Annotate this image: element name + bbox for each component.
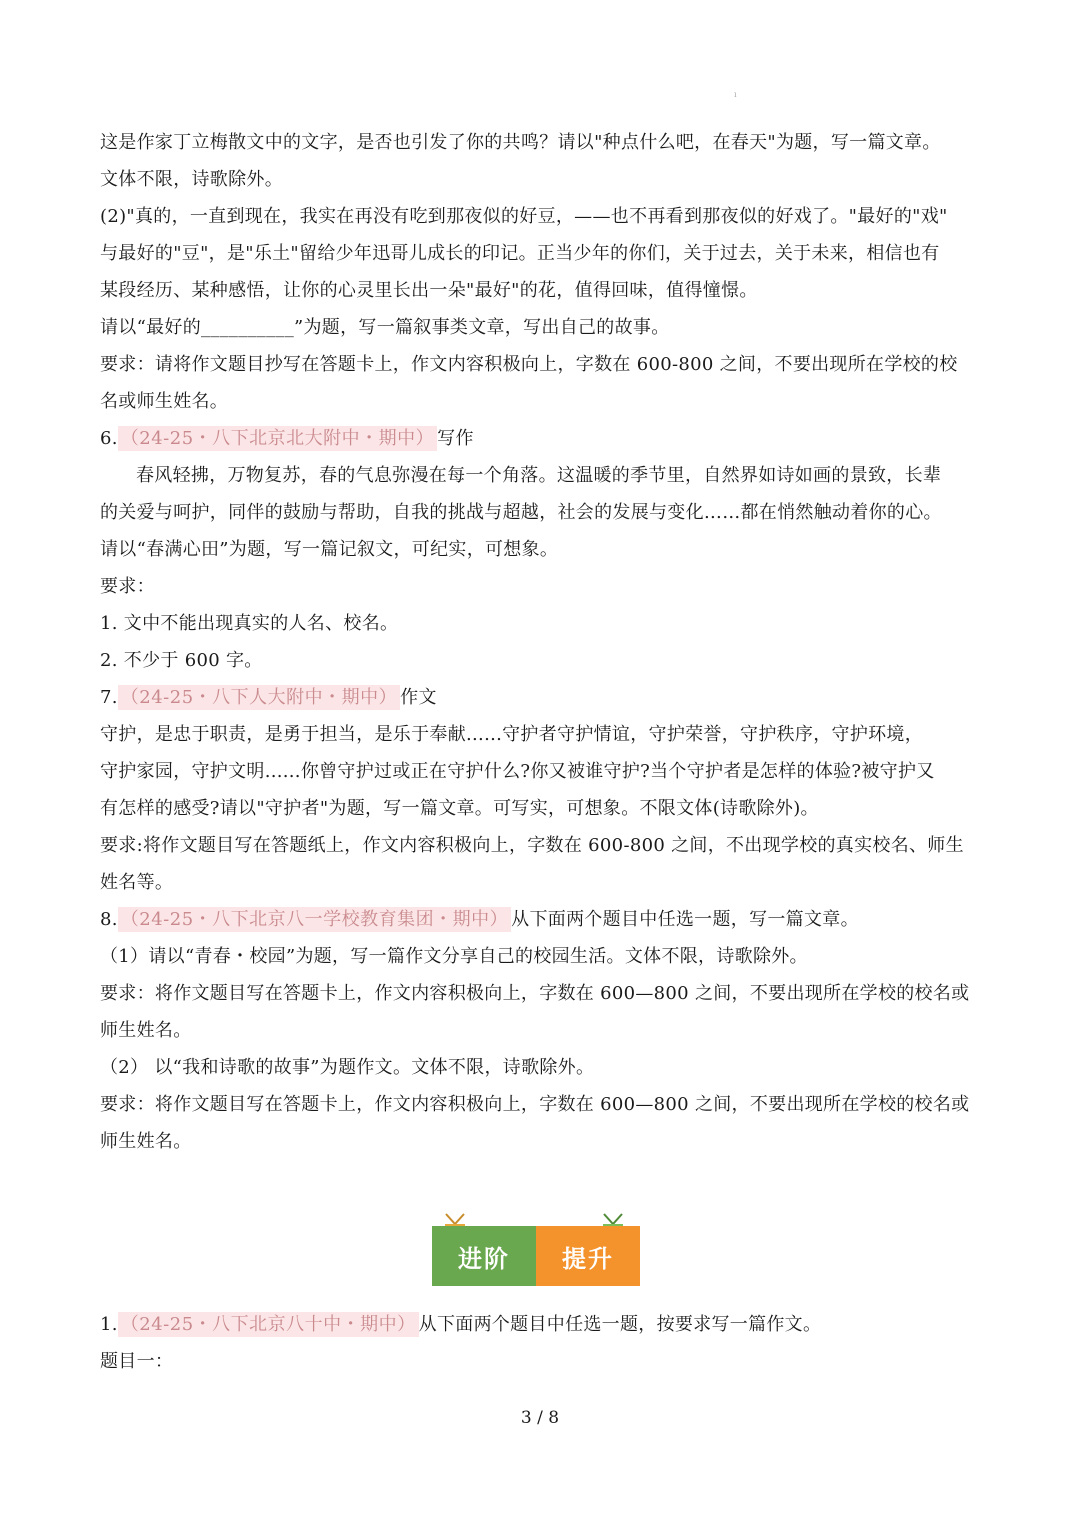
text-line: （1）请以“青春・校园”为题，写一篇作文分享自己的校园生活。文体不限，诗歌除外。 [100, 946, 808, 967]
text-line: 题目一： [100, 1351, 174, 1372]
text-line: 这是作家丁立梅散文中的文字，是否也引发了你的共鸣？请以"种点什么吧，在春天"为题，写一篇文章。 [100, 132, 941, 153]
document-body [100, 124, 984, 1160]
text-line: 请以“春满心田”为题，写一篇记叙文，可纪实，可想象。 [100, 539, 559, 560]
question-7-heading [100, 679, 984, 716]
advanced-question-1-heading [100, 1306, 984, 1343]
text-line: 1. 文中不能出现真实的人名、校名。 [100, 613, 399, 634]
text-line: 要求:将作文题目写在答题纸上，作文内容积极向上，字数在 600-800 之间，不出现学校的真实校名、师生 [100, 835, 964, 856]
source-tag: （24-25・八下北京北大附中・期中） [118, 426, 437, 451]
text-line: （2） 以“我和诗歌的故事”为题作文。文体不限，诗歌除外。 [100, 1057, 595, 1078]
source-tag: （24-25・八下北京八一学校教育集团・期中） [118, 907, 511, 932]
question-title: 从下面两个题目中任选一题，写一篇文章。 [511, 909, 859, 930]
question-title: 从下面两个题目中任选一题，按要求写一篇作文。 [418, 1314, 822, 1335]
text-line: 师生姓名。 [100, 1131, 192, 1152]
section-badge [432, 1210, 642, 1290]
text-line: 与最好的"豆"，是"乐土"留给少年迅哥儿成长的印记。正当少年的你们，关于过去，关于未来，相信也有 [100, 243, 940, 264]
text-line: 师生姓名。 [100, 1020, 192, 1041]
advanced-section [100, 1306, 984, 1380]
text-line: 要求：将作文题目写在答题卡上，作文内容积极向上，字数在 600—800 之间，不要出现所在学校的校名或 [100, 1094, 970, 1115]
text-line: 要求：请将作文题目抄写在答题卡上，作文内容积极向上，字数在 600-800 之间，不要出现所在学校的校 [100, 354, 958, 375]
text-line: 春风轻拂，万物复苏，春的气息弥漫在每一个角落。这温暖的季节里，自然界如诗如画的景致，长辈 [136, 465, 942, 486]
text-line: 某段经历、某种感悟，让你的心灵里长出一朵"最好"的花，值得回味，值得憧憬。 [100, 280, 758, 301]
text-line: 要求：将作文题目写在答题卡上，作文内容积极向上，字数在 600—800 之间，不要出现所在学校的校名或 [100, 983, 970, 1004]
question-number: 7. [100, 687, 118, 708]
text-line: 的关爱与呵护，同伴的鼓励与帮助，自我的挑战与超越，社会的发展与变化……都在悄然触动着你的心。 [100, 502, 942, 523]
question-6-heading [100, 420, 984, 457]
question-title: 作文 [400, 687, 437, 708]
text-line: 姓名等。 [100, 872, 174, 893]
question-8-heading [100, 901, 984, 938]
question-title: 写作 [437, 428, 474, 449]
text-line: (2)"真的，一直到现在，我实在再没有吃到那夜似的好豆，——也不再看到那夜似的好戏了。"最好的"戏" [100, 206, 948, 227]
source-tag: （24-25・八下人大附中・期中） [118, 685, 400, 710]
source-tag: （24-25・八下北京八十中・期中） [118, 1312, 419, 1337]
text-line: 2. 不少于 600 字。 [100, 650, 263, 671]
text-line: 守护，是忠于职责，是勇于担当，是乐于奉献......守护者守护情谊，守护荣誉，守护秩序，守护环境， [100, 724, 924, 745]
question-number: 8. [100, 909, 118, 930]
header-mark: ı [734, 90, 737, 99]
text-line: 文体不限，诗歌除外。 [100, 169, 283, 190]
question-number: 1. [100, 1314, 118, 1335]
text-line: 要求： [100, 576, 155, 597]
badge-right-label: 提升 [536, 1226, 640, 1286]
badge-left-label: 进阶 [432, 1226, 536, 1286]
text-line: 请以“最好的__________”为题，写一篇叙事类文章，写出自己的故事。 [100, 317, 670, 338]
question-number: 6. [100, 428, 118, 449]
text-line: 名或师生姓名。 [100, 391, 229, 412]
text-line: 有怎样的感受?请以"守护者"为题，写一篇文章。可写实，可想象。不限文体(诗歌除外)。 [100, 798, 819, 819]
page-number: 3 / 8 [520, 1408, 560, 1428]
text-line: 守护家园，守护文明......你曾守护过或正在守护什么?你又被谁守护?当个守护者是怎样的体验?被守护又 [100, 761, 935, 782]
